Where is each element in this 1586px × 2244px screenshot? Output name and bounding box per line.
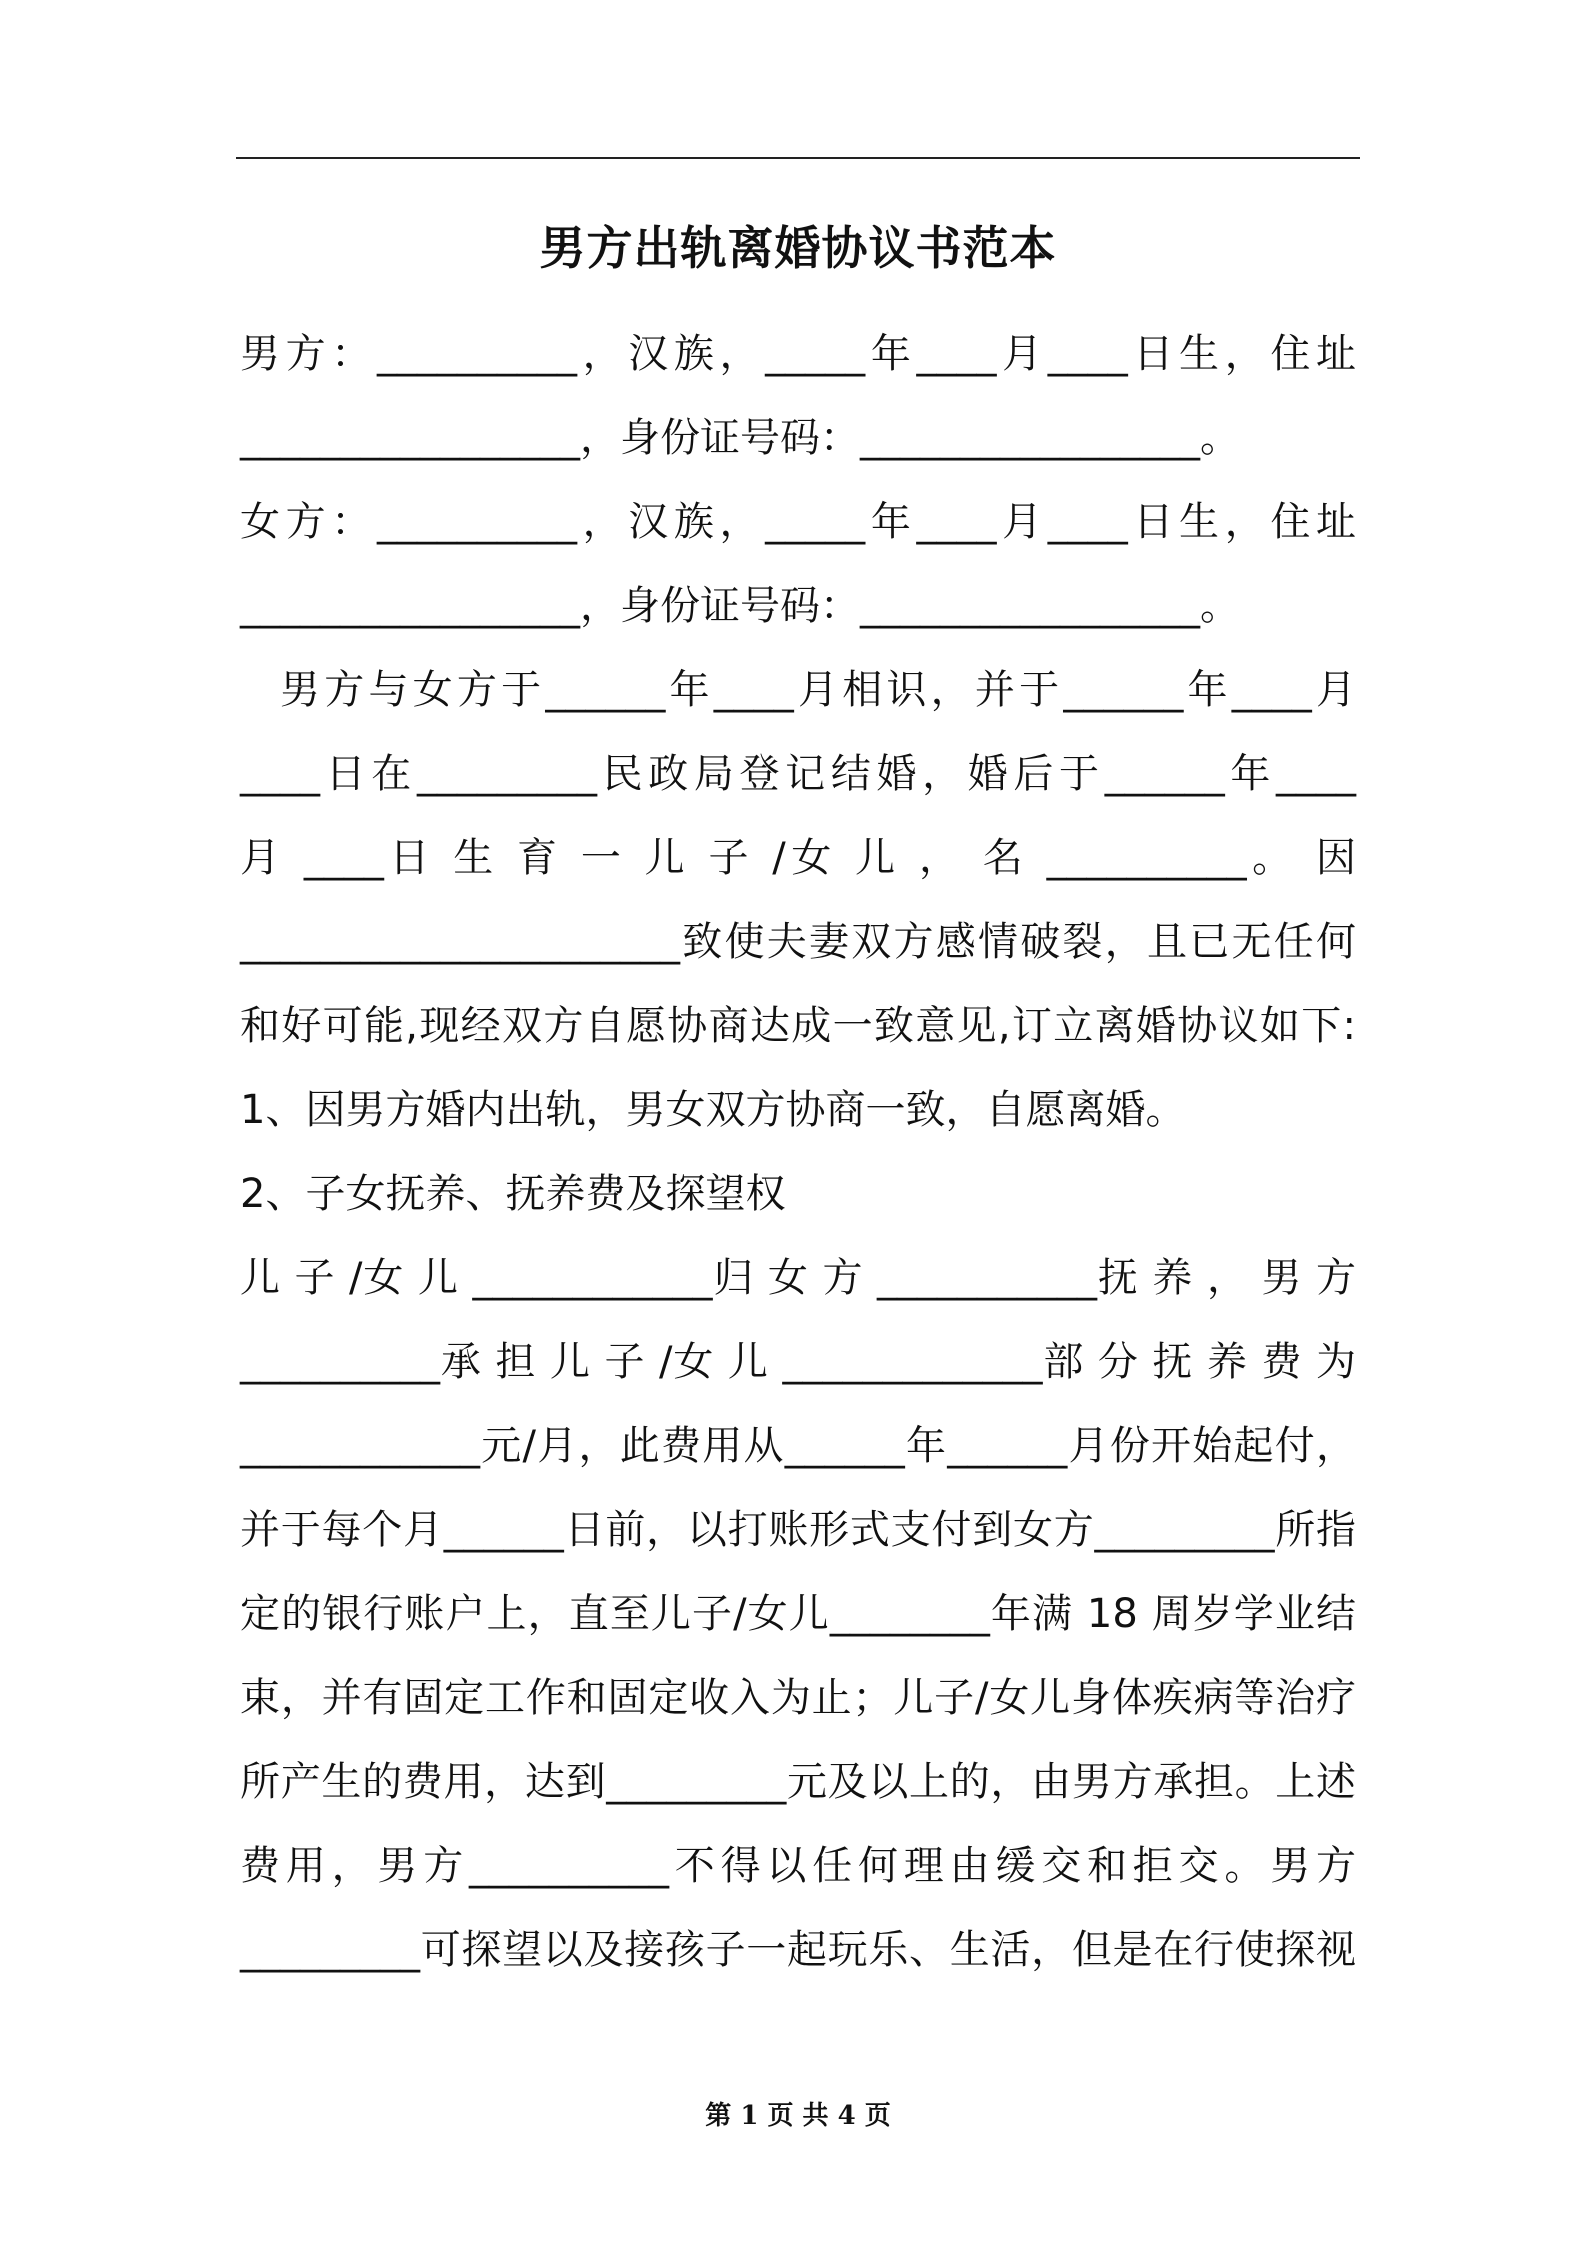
body-line: _________可探望以及接孩子一起玩乐、生活，但是在行使探视 (240, 1927, 1356, 1973)
body-line: ____日在_________民政局登记结婚，婚后于______年____ (240, 751, 1356, 797)
body-line: 儿 子 /女 儿 ____________归 女 方 ___________抚 养 ， 男 方 (240, 1255, 1356, 1301)
body-line: 2、子女抚养、抚养费及探望权 (240, 1171, 786, 1217)
body-line: 束，并有固定工作和固定收入为止；儿子/女儿身体疾病等治疗 (240, 1675, 1356, 1721)
body-line: ______________________致使夫妻双方感情破裂，且已无任何 (240, 919, 1356, 965)
body-line: 1、因男方婚内出轨，男女双方协商一致，自愿离婚。 (240, 1087, 1186, 1133)
document-body (240, 312, 1356, 1992)
body-line: 男方：__________，汉族，_____年____月____日生，住址 (240, 331, 1356, 377)
body-line: _________________，身份证号码：_________________。 (240, 415, 1240, 461)
body-line: 所产生的费用，达到_________元及以上的，由男方承担。上述 (240, 1759, 1356, 1805)
header-rule (236, 157, 1360, 159)
body-line: 和好可能,现经双方自愿协商达成一致意见,订立离婚协议如下: (240, 1003, 1356, 1049)
body-line: 月 ____日 生 育 一 儿 子 /女 儿 ， 名 __________。 因 (240, 835, 1356, 881)
body-line: __________承 担 儿 子 /女 儿 _____________部 分 抚 养 费 为 (240, 1339, 1356, 1385)
body-line: 定的银行账户上，直至儿子/女儿________年满 18 周岁学业结 (240, 1591, 1356, 1637)
body-line: 女方：__________，汉族，_____年____月____日生，住址 (240, 499, 1356, 545)
body-line: _________________，身份证号码：_________________。 (240, 583, 1240, 629)
body-line: 男方与女方于______年____月相识，并于______年____月 (280, 667, 1356, 713)
body-line: 费用，男方__________不得以任何理由缓交和拒交。男方 (240, 1843, 1356, 1889)
document-title: 男方出轨离婚协议书范本 (539, 221, 1057, 275)
page-number: 第 1 页 共 4 页 (705, 2101, 891, 2131)
body-line: 并于每个月______日前，以打账形式支付到女方_________所指 (240, 1507, 1356, 1553)
body-line: ____________元/月，此费用从______年______月份开始起付， (240, 1423, 1356, 1469)
